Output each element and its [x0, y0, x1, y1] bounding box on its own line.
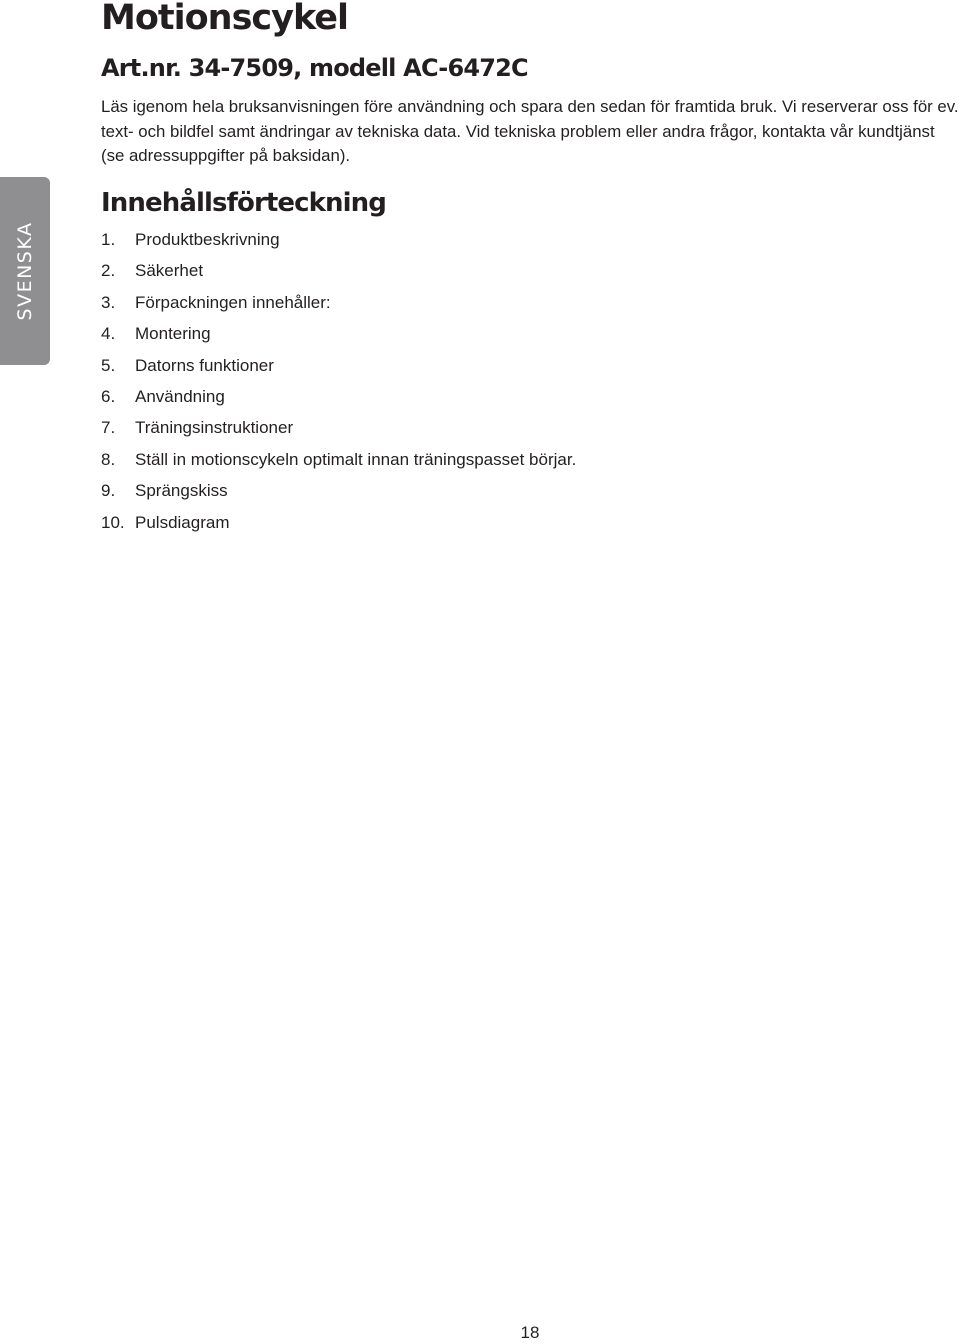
toc-item-4 [101, 320, 576, 351]
article-number-subtitle: Art.nr. 34-7509, modell AC-6472C [101, 54, 528, 82]
toc-item-label: Ställ in motionscykeln optimalt innan träningspasset börjar. [135, 449, 577, 469]
language-side-tab [0, 177, 50, 365]
toc-item-label: Sprängskiss [135, 481, 228, 501]
toc-item-label: Pulsdiagram [135, 512, 230, 532]
toc-item-number: 2. [101, 261, 116, 281]
toc-item-label: Produktbeskrivning [135, 230, 280, 249]
toc-item-label: Säkerhet [135, 261, 204, 281]
toc-item-number: 7. [101, 418, 116, 438]
toc-item-label: Datorns funktioner [135, 355, 274, 375]
toc-item-label: Användning [135, 386, 225, 406]
language-tab-label: SVENSKA [14, 221, 36, 321]
toc-item-2 [101, 257, 576, 288]
toc-item-number: 1. [101, 230, 116, 249]
toc-item-6 [101, 383, 576, 414]
toc-item-number: 3. [101, 292, 116, 312]
toc-item-10 [101, 509, 576, 540]
toc-heading: Innehållsförteckning [101, 188, 386, 218]
toc-item-7 [101, 414, 576, 445]
page-title: Motionscykel [101, 0, 349, 38]
toc-item-8 [101, 446, 576, 477]
toc-item-number: 9. [101, 481, 116, 501]
toc-list [101, 226, 576, 540]
toc-item-label: Montering [135, 324, 211, 344]
toc-item-1 [101, 226, 576, 257]
toc-item-label: Träningsinstruktioner [135, 418, 294, 438]
intro-paragraph: Läs igenom hela bruksanvisningen före användning och spara den sedan för framtida bruk. Vi reserverar oss för ev. text- och bildfel samt ändringar av tekniska data. Vid tekniska problem eller andra frågor, kontakta vår kundtjänst (se adressuppgifter på baksidan). [101, 97, 959, 165]
toc-item-number: 5. [101, 355, 116, 375]
toc-item-number: 6. [101, 386, 116, 406]
toc-item-9 [101, 477, 576, 508]
page-number: 18 [520, 1323, 540, 1342]
toc-item-number: 8. [101, 449, 116, 469]
toc-item-number: 4. [101, 324, 116, 344]
toc-item-3 [101, 289, 576, 320]
toc-item-5 [101, 352, 576, 383]
toc-item-label: Förpackningen innehåller: [135, 292, 331, 312]
toc-item-number: 10. [101, 512, 125, 532]
